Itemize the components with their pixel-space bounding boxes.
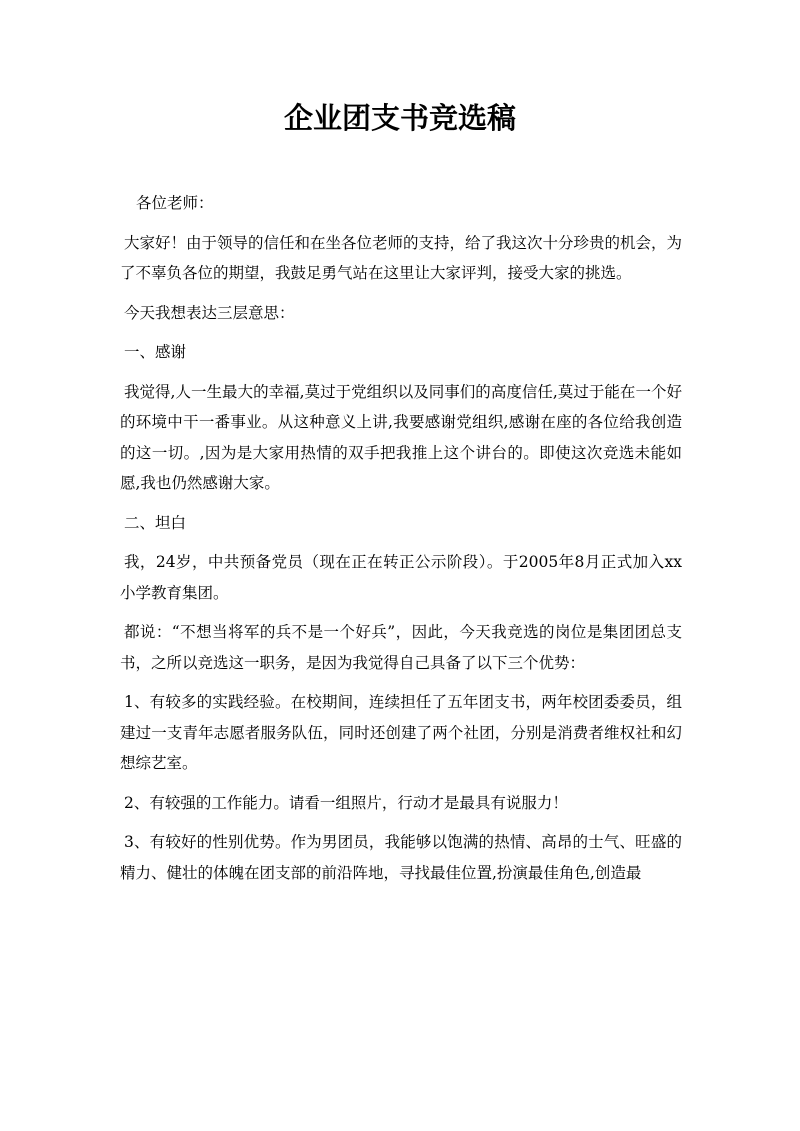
paragraph-intro: 今天我想表达三层意思： <box>124 303 295 322</box>
paragraph-advantage-2: 2、有较强的工作能力。请看一组照片，行动才是最具有说服力！ <box>124 793 568 812</box>
section-heading-confession: 二、坦白 <box>124 513 187 532</box>
page-title: 企业团支书竞选稿 <box>283 101 516 135</box>
document-body <box>120 188 682 888</box>
paragraph-thanks: 我觉得,人一生最大的幸福,莫过于党组织以及同事们的高度信任,莫过于能在一个好的环境中干一番事业。从这种意义上讲,我要感谢党组织,感谢在座的各位给我创造的这一切。,因为是大家用热情的双手把我推上这个讲台的。即使这次竞选未能如愿,我也仍然感谢大家。 <box>120 382 682 492</box>
paragraph-advantage-1: 1、有较多的实践经验。在校期间，连续担任了五年团支书，两年校团委委员，组建过一支青年志愿者服务队伍，同时还创建了两个社团，分别是消费者维权社和幻想综艺室。 <box>120 693 682 772</box>
paragraph-salutation: 各位老师： <box>136 194 214 212</box>
section-heading-thanks: 一、感谢 <box>124 343 187 361</box>
paragraph-position: 都说：“不想当将军的兵不是一个好兵”，因此，今天我竞选的岗位是集团团总支书，之所以竞选这一职务，是因为我觉得自己具备了以下三个优势： <box>120 623 682 672</box>
paragraph-self-intro: 我，24岁，中共预备党员（现在正在转正公示阶段）。于2005年8月正式加入xx小学教育集团。 <box>120 553 682 602</box>
paragraph-greeting: 大家好！由于领导的信任和在坐各位老师的支持，给了我这次十分珍贵的机会，为了不辜负各位的期望，我鼓足勇气站在这里让大家评判，接受大家的挑选。 <box>120 233 683 282</box>
paragraph-advantage-3: 3、有较好的性别优势。作为男团员，我能够以饱满的热情、高昂的士气、旺盛的精力、健壮的体魄在团支部的前沿阵地，寻找最佳位置,扮演最佳角色,创造最 <box>120 833 682 882</box>
